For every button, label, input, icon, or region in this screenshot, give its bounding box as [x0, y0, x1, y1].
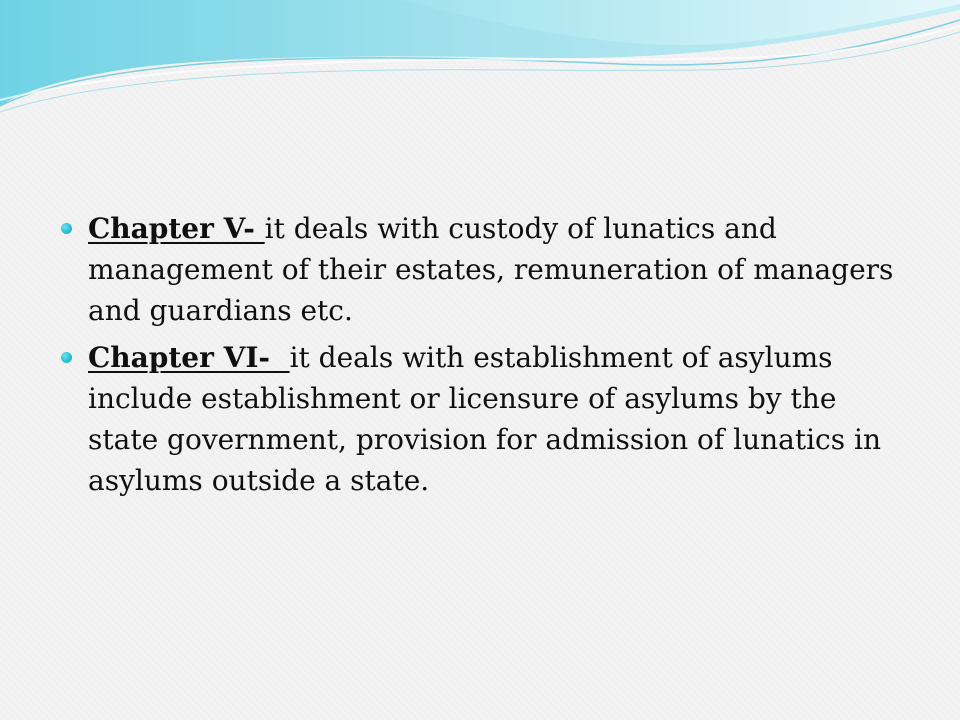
- bullet-dot-icon: [61, 352, 72, 363]
- header-wave-decoration: [0, 0, 960, 120]
- bullet-item-chapter-vi: [60, 337, 900, 501]
- bullet-list: [60, 208, 900, 501]
- bullet-item-chapter-v: [60, 208, 900, 331]
- bullet-text: it deals with establishment of asylums include establishment or licensure of asylums by the state government, provision for admission of lunatics in asylums outside a state.: [88, 341, 881, 497]
- bullet-text: it deals with custody of lunatics and management of their estates, remuneration of managers and guardians etc.: [88, 212, 894, 327]
- slide-body: [60, 208, 900, 507]
- chapter-label: Chapter V-: [88, 212, 265, 245]
- bullet-dot-icon: [61, 223, 72, 234]
- chapter-label: Chapter VI-: [88, 341, 290, 374]
